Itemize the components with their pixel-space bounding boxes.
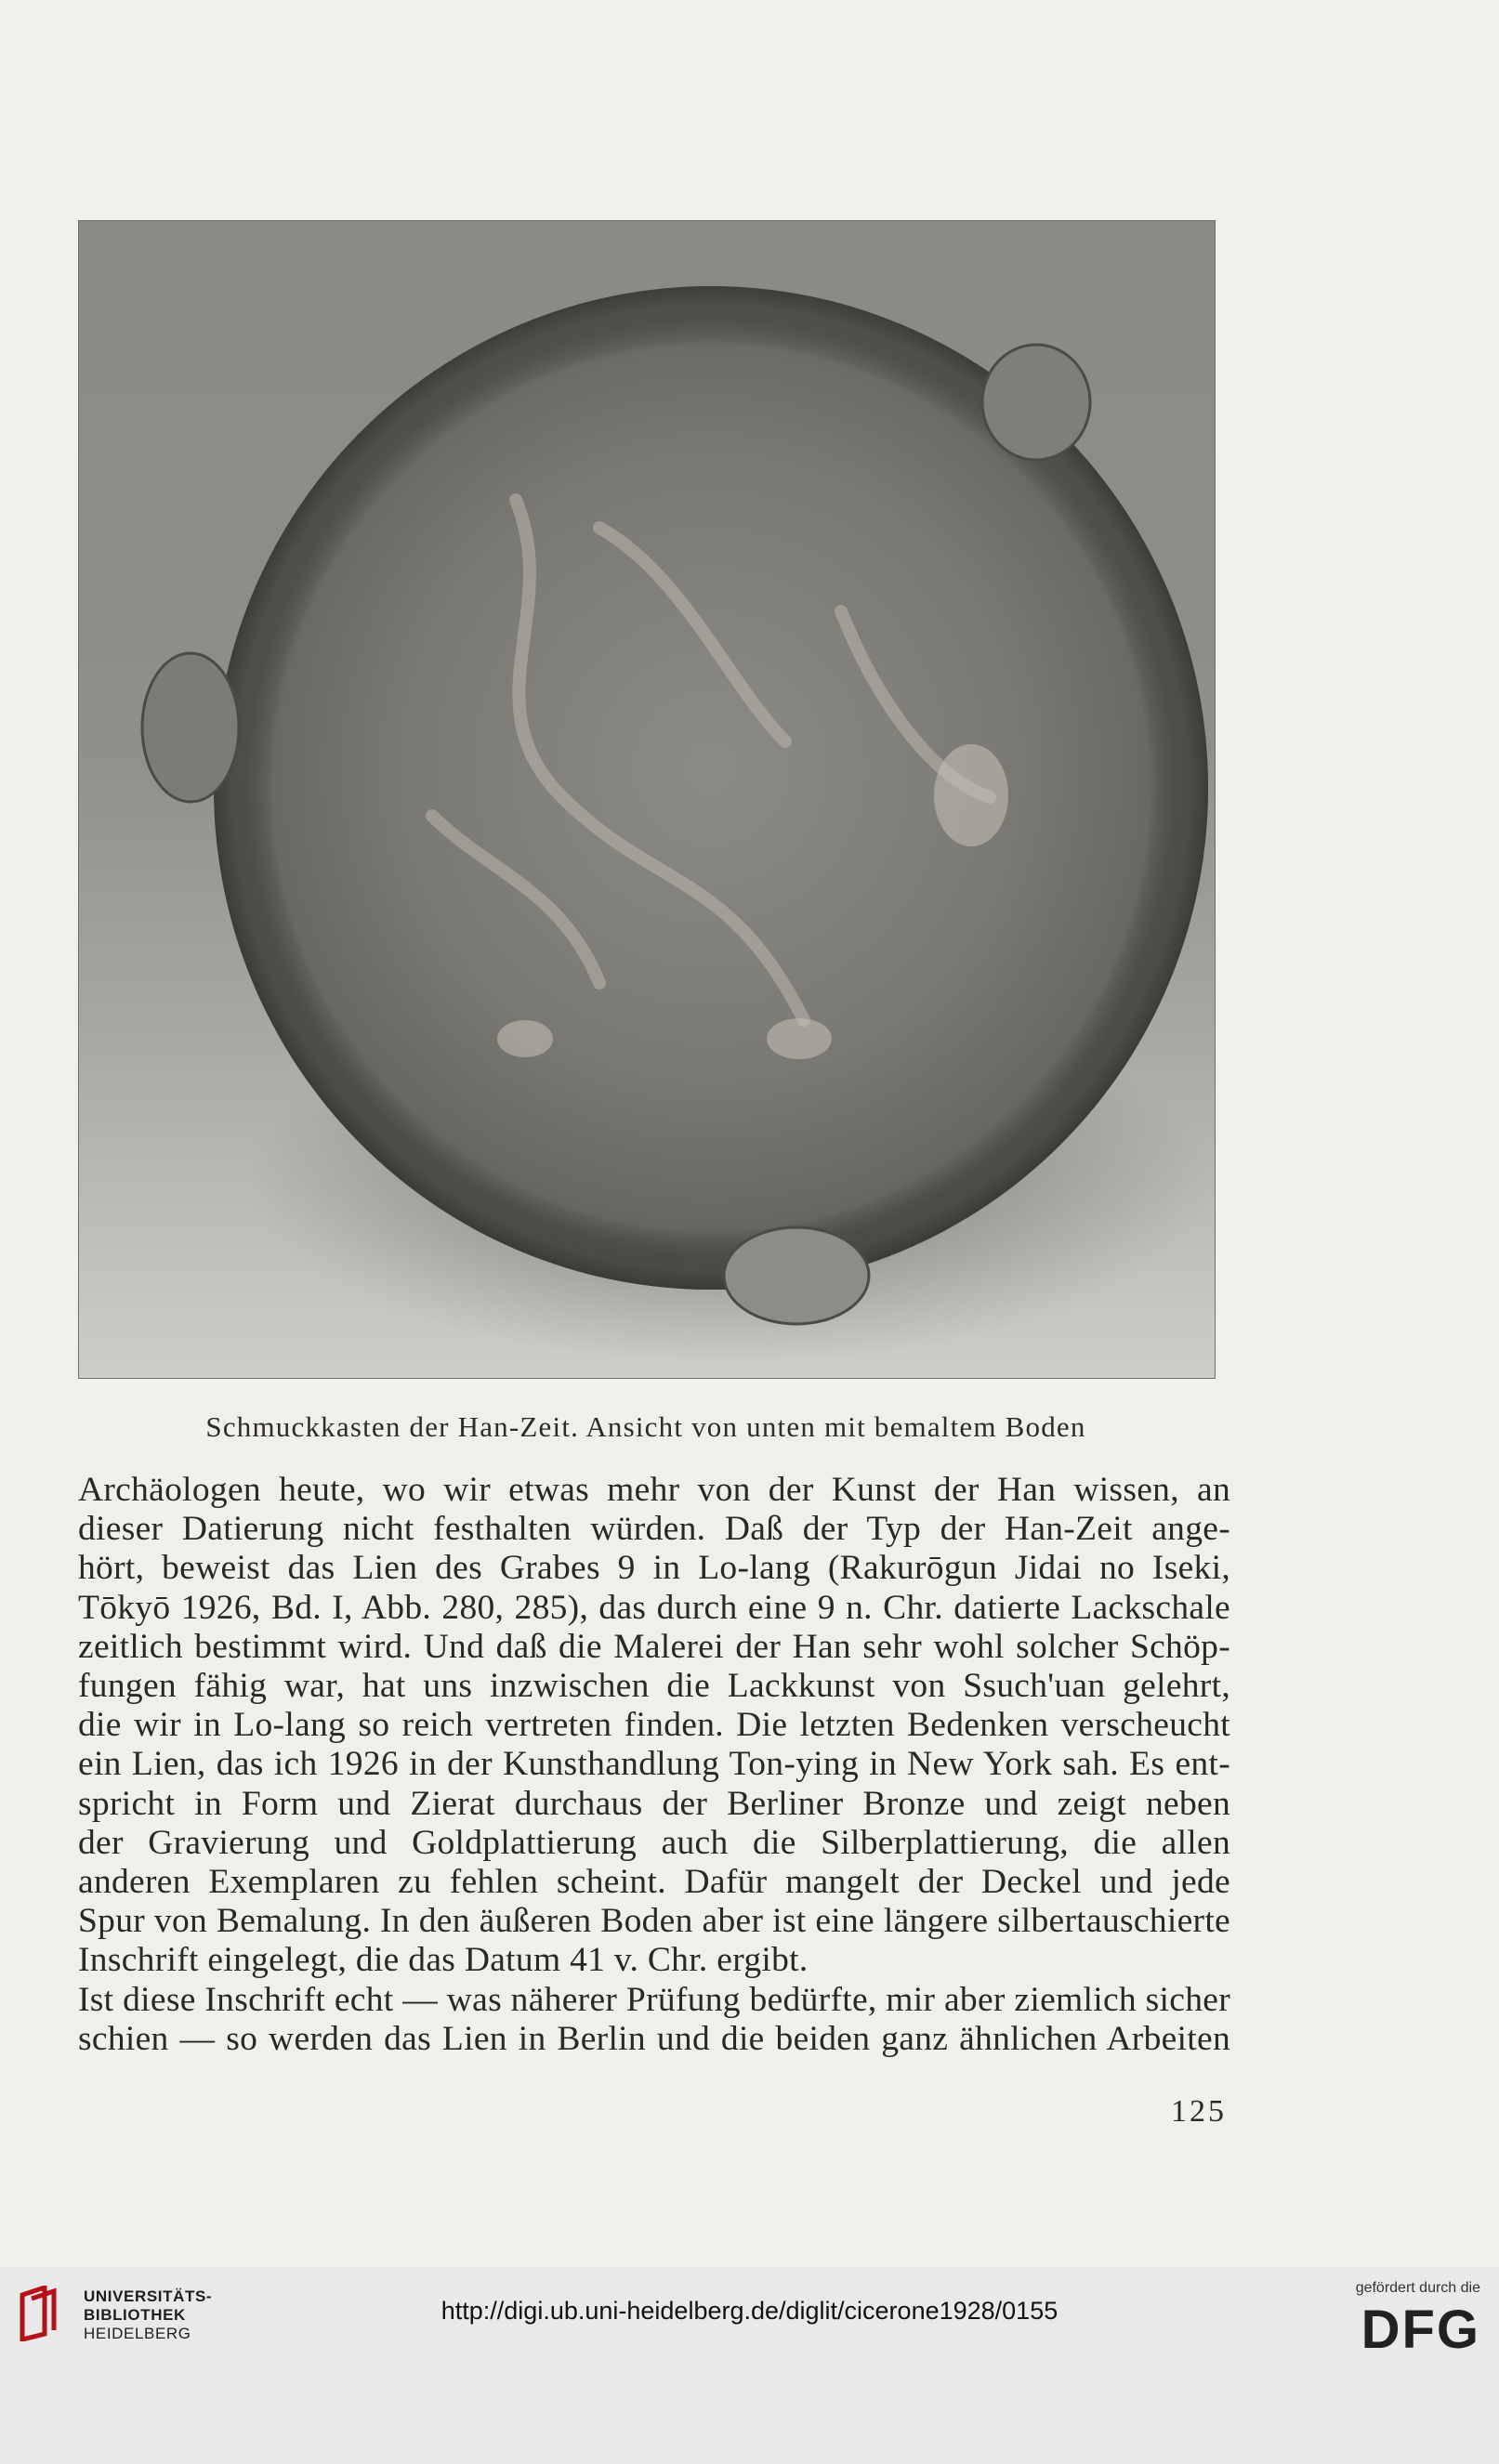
library-name-line2: BIBLIOTHEK	[84, 2306, 186, 2324]
viewer-footer	[0, 2267, 1499, 2464]
text-line: spricht in Form und Zierat durchaus der Berliner Bronze und zeigt neben	[78, 1784, 1230, 1823]
text-line: Tōkyō 1926, Bd. I, Abb. 280, 285), das durch eine 9 n. Chr. datierte Lackschale	[78, 1588, 1230, 1627]
figure-caption: Schmuckkasten der Han-Zeit. Ansicht von unten mit bemaltem Boden	[205, 1410, 1086, 1443]
text-line: Inschrift eingelegt, die das Datum 41 v. Chr. ergibt.	[78, 1941, 809, 1980]
library-name-line1: UNIVERSITÄTS-	[84, 2287, 213, 2305]
photograph-han-jewel-box	[78, 220, 1216, 1379]
text-line: fungen fähig war, hat uns inzwischen die Lackkunst von Ssuch'uan gelehrt,	[78, 1667, 1230, 1706]
library-name-line3: HEIDELBERG	[84, 2325, 191, 2342]
text-line: schien — so werden das Lien in Berlin und die beiden ganz ähnlichen Arbeiten	[78, 2019, 1230, 2058]
text-line: Ist diese Inschrift echt — was näherer Prüfung bedürfte, mir aber ziemlich sicher	[78, 1980, 1230, 2019]
text-line: hört, beweist das Lien des Grabes 9 in Lo-lang (Rakurōgun Jidai no Iseki,	[78, 1549, 1230, 1588]
text-line: anderen Exemplaren zu fehlen scheint. Dafür mangelt der Deckel und jede	[78, 1863, 1230, 1902]
text-line: die wir in Lo-lang so reich vertreten finden. Die letzten Bedenken verscheucht	[78, 1706, 1230, 1745]
text-line: zeitlich bestimmt wird. Und daß die Malerei der Han sehr wohl solcher Schöp-	[78, 1627, 1230, 1666]
text-line: der Gravierung und Goldplattierung auch die Silberplattierung, die allen	[78, 1823, 1230, 1862]
text-line: Spur von Bemalung. In den äußeren Boden aber ist eine längere silbertauschierte	[78, 1902, 1230, 1941]
funding-label: gefördert durch die	[1355, 2280, 1480, 2296]
text-line: Archäologen heute, wo wir etwas mehr von der Kunst der Han wissen, an	[78, 1471, 1230, 1509]
dfg-logo[interactable]: DFG	[1361, 2300, 1480, 2360]
text-line: ein Lien, das ich 1926 in der Kunsthandlung Ton-ying in New York sah. Es ent-	[78, 1745, 1230, 1784]
text-line: dieser Datierung nicht festhalten würden. Daß der Typ der Han-Zeit ange-	[78, 1510, 1230, 1549]
permalink-url[interactable]: http://digi.ub.uni-heidelberg.de/diglit/cicerone1928/0155	[440, 2297, 1059, 2325]
page-number: 125	[1171, 2094, 1227, 2129]
body-text	[78, 1471, 1230, 2059]
